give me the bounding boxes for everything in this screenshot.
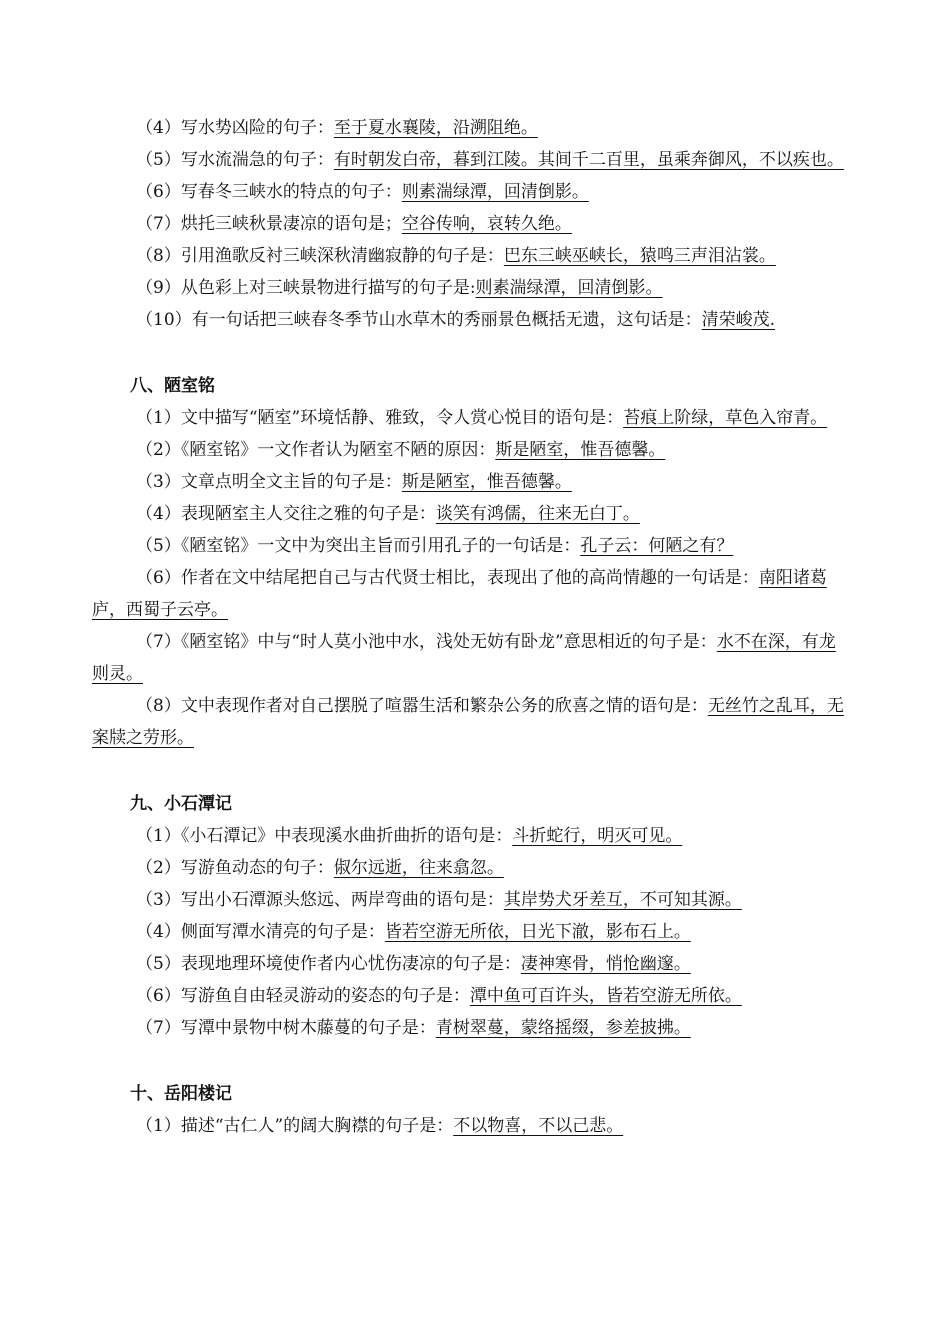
document-page bbox=[92, 112, 850, 1142]
section-heading: 十、岳阳楼记 bbox=[130, 1084, 232, 1104]
qa-item bbox=[92, 1110, 850, 1142]
question-text: （8）引用渔歌反衬三峡深秋清幽寂静的句子是： bbox=[136, 246, 504, 266]
question-text: （4）侧面写潭水清亮的句子是： bbox=[136, 922, 385, 942]
question-text: （6）作者在文中结尾把自己与古代贤士相比，表现出了他的高尚情趣的一句话是： bbox=[136, 568, 759, 588]
answer-text: 清荣峻茂. bbox=[701, 310, 776, 330]
qa-item bbox=[92, 1012, 850, 1044]
qa-item bbox=[92, 820, 850, 852]
answer-text: 有时朝发白帝，暮到江陵。其间千二百里，虽乘奔御风，不以疾也。 bbox=[333, 150, 844, 170]
qa-item bbox=[92, 402, 850, 434]
question-text: （1）文中描写“陋室”环境恬静、雅致，令人赏心悦目的语句是： bbox=[136, 408, 624, 428]
section-heading: 九、小石潭记 bbox=[130, 794, 232, 814]
question-text: （6）写春冬三峡水的特点的句子： bbox=[136, 182, 402, 202]
qa-item bbox=[92, 690, 850, 754]
section-sanxia bbox=[92, 112, 850, 336]
qa-item bbox=[92, 304, 850, 336]
question-text: （2）《陋室铭》一文作者认为陋室不陋的原因： bbox=[136, 440, 496, 460]
answer-text: 巴东三峡巫峡长，猿鸣三声泪沾裳。 bbox=[503, 246, 776, 266]
question-text: （8）文中表现作者对自己摆脱了喧嚣生活和繁杂公务的欣喜之情的语句是： bbox=[136, 696, 708, 716]
answer-text: 则素湍绿潭，回清倒影。 bbox=[475, 278, 663, 298]
answer-text: 无丝竹之乱耳，无案牍之劳形。 bbox=[92, 696, 844, 748]
answer-text: 潭中鱼可百许头，皆若空游无所依。 bbox=[469, 986, 742, 1006]
question-text: （7）写潭中景物中树木藤蔓的句子是： bbox=[136, 1018, 436, 1038]
qa-item bbox=[92, 466, 850, 498]
answer-text: 不以物喜，不以己悲。 bbox=[453, 1116, 624, 1136]
answer-text: 苔痕上阶绿，草色入帘青。 bbox=[623, 408, 828, 428]
qa-item bbox=[92, 980, 850, 1012]
section-gap bbox=[92, 1044, 850, 1078]
answer-text: 谈笑有鸿儒，往来无白丁。 bbox=[435, 504, 640, 524]
answer-text: 水不在深，有龙则灵。 bbox=[92, 632, 836, 684]
qa-item bbox=[92, 498, 850, 530]
answer-text: 俶尔远逝，往来翕忽。 bbox=[333, 858, 504, 878]
section-loushiming bbox=[92, 370, 850, 754]
qa-item bbox=[92, 884, 850, 916]
qa-item bbox=[92, 626, 850, 690]
question-text: （3）文章点明全文主旨的句子是： bbox=[136, 472, 402, 492]
answer-text: 南阳诸葛庐，西蜀子云亭。 bbox=[92, 568, 827, 620]
question-text: （9）从色彩上对三峡景物进行描写的句子是: bbox=[136, 278, 476, 298]
answer-text: 皆若空游无所依，日光下澈，影布石上。 bbox=[384, 922, 691, 942]
question-text: （1）《小石潭记》中表现溪水曲折曲折的语句是： bbox=[136, 826, 513, 846]
qa-item bbox=[92, 240, 850, 272]
qa-item bbox=[92, 948, 850, 980]
answer-text: 则素湍绿潭，回清倒影。 bbox=[401, 182, 589, 202]
qa-item bbox=[92, 272, 850, 304]
answer-text: 至于夏水襄陵，沿溯阻绝。 bbox=[333, 118, 538, 138]
question-text: （1）描述“古仁人”的阔大胸襟的句子是： bbox=[136, 1116, 454, 1136]
qa-item bbox=[92, 434, 850, 466]
qa-item bbox=[92, 112, 850, 144]
qa-item bbox=[92, 530, 850, 562]
question-text: （10）有一句话把三峡春冬季节山水草木的秀丽景色概括无遗，这句话是： bbox=[136, 310, 702, 330]
question-text: （5）写水流湍急的句子： bbox=[136, 150, 334, 170]
question-text: （5）《陋室铭》一文中为突出主旨而引用孔子的一句话是： bbox=[136, 536, 581, 556]
answer-text: 斗折蛇行，明灭可见。 bbox=[512, 826, 683, 846]
answer-text: 斯是陋室，惟吾德馨。 bbox=[495, 440, 666, 460]
question-text: （5）表现地理环境使作者内心忧伤凄凉的句子是： bbox=[136, 954, 521, 974]
question-text: （7）烘托三峡秋景凄凉的语句是； bbox=[136, 214, 402, 234]
qa-item bbox=[92, 916, 850, 948]
question-text: （2）写游鱼动态的句子： bbox=[136, 858, 334, 878]
qa-item bbox=[92, 144, 850, 176]
answer-text: 孔子云：何陋之有？ bbox=[580, 536, 734, 556]
answer-text: 空谷传响，哀转久绝。 bbox=[401, 214, 572, 234]
answer-text: 青树翠蔓，蒙络摇缀，参差披拂。 bbox=[435, 1018, 691, 1038]
section-gap bbox=[92, 336, 850, 370]
section-heading: 八、陋室铭 bbox=[130, 376, 215, 396]
question-text: （4）表现陋室主人交往之雅的句子是： bbox=[136, 504, 436, 524]
qa-item bbox=[92, 176, 850, 208]
question-text: （3）写出小石潭源头悠远、两岸弯曲的语句是： bbox=[136, 890, 504, 910]
answer-text: 凄神寒骨，悄怆幽邃。 bbox=[520, 954, 691, 974]
answer-text: 其岸势犬牙差互，不可知其源。 bbox=[503, 890, 742, 910]
qa-item bbox=[92, 852, 850, 884]
section-xiaoshitanji bbox=[92, 788, 850, 1044]
question-text: （4）写水势凶险的句子： bbox=[136, 118, 334, 138]
qa-item bbox=[92, 208, 850, 240]
section-yueyanglouji bbox=[92, 1078, 850, 1142]
qa-item bbox=[92, 562, 850, 626]
question-text: （7）《陋室铭》中与“时人莫小池中水，浅处无妨有卧龙”意思相近的句子是： bbox=[136, 632, 717, 652]
question-text: （6）写游鱼自由轻灵游动的姿态的句子是： bbox=[136, 986, 470, 1006]
answer-text: 斯是陋室，惟吾德馨。 bbox=[401, 472, 572, 492]
section-gap bbox=[92, 754, 850, 788]
